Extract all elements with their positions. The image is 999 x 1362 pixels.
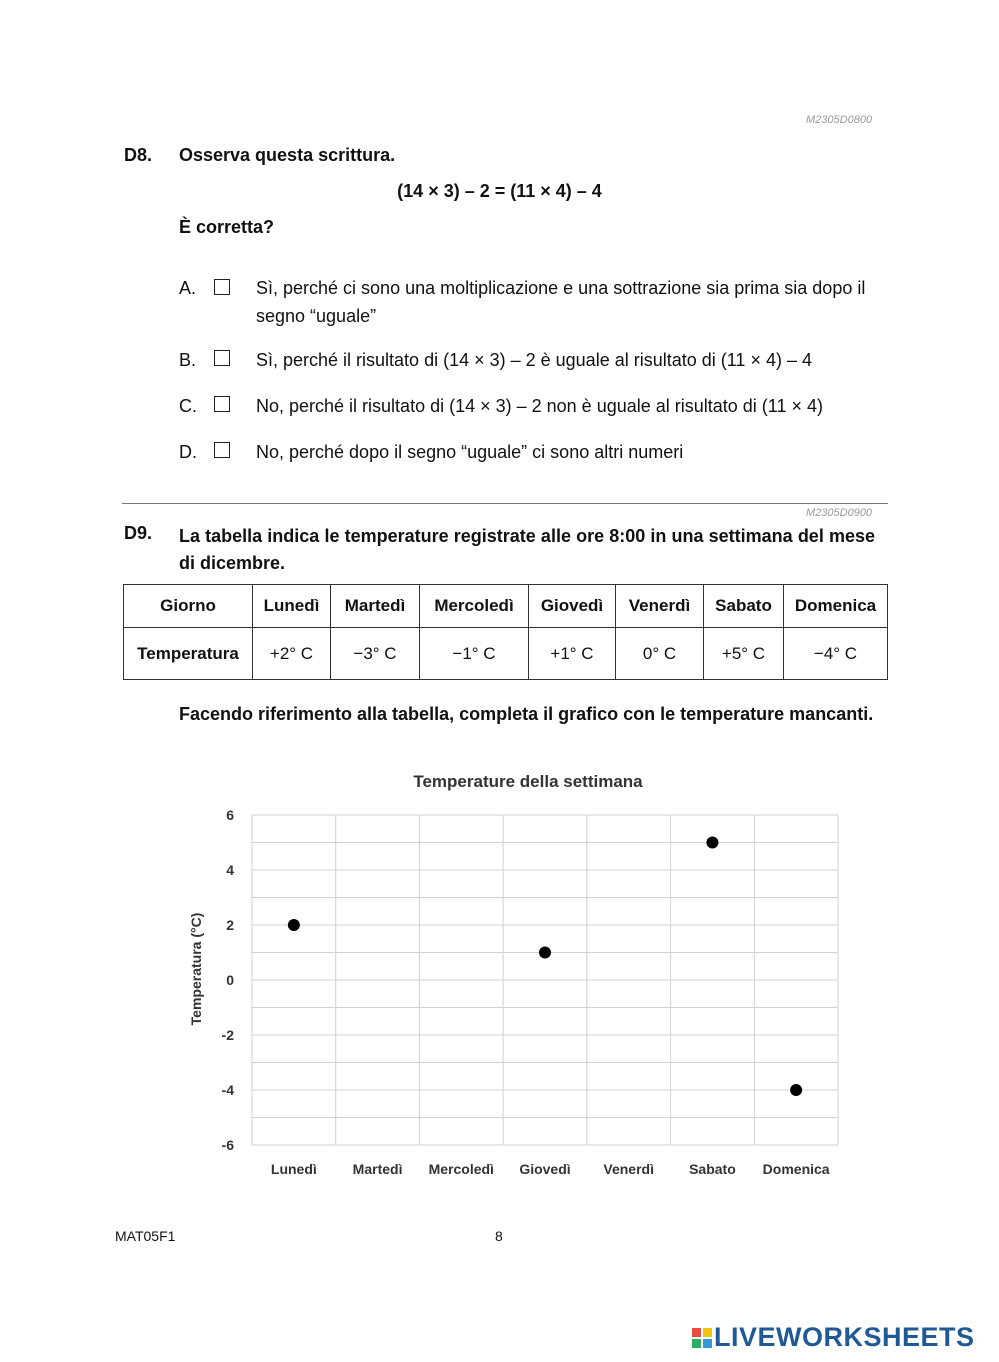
data-point [539, 947, 551, 959]
option-b-text: Sì, perché il risultato di (14 × 3) – 2 è uguale al risultato di (11 × 4) – 4 [256, 350, 812, 370]
option-a-text: Sì, perché ci sono una moltiplicazione e una sottrazione sia prima sia dopo il segno “uguale” [256, 278, 866, 326]
chart-title: Temperature della settimana [413, 772, 643, 791]
table-day: Venerdì [616, 585, 704, 628]
option-c-text: No, perché il risultato di (14 × 3) – 2 non è uguale al risultato di (11 × 4) [256, 396, 823, 416]
data-point [706, 837, 718, 849]
temperature-chart [0, 760, 999, 1200]
x-tick-label: Martedì [352, 1161, 403, 1177]
table-temp: −1° C [420, 628, 529, 680]
table-row-label: Temperatura [124, 628, 253, 680]
option-d-checkbox[interactable] [214, 442, 230, 458]
y-tick-label: 0 [226, 972, 234, 988]
y-tick-label: -4 [221, 1082, 234, 1098]
section-divider [122, 503, 888, 504]
d8-question-code: M2305D0800 [806, 114, 873, 126]
table-temp: +5° C [704, 628, 784, 680]
table-day: Mercoledì [420, 585, 529, 628]
option-c-letter: C. [179, 396, 197, 416]
y-tick-label: -6 [221, 1137, 234, 1153]
data-point [790, 1084, 802, 1096]
temperature-table [123, 584, 888, 680]
table-temp: +2° C [253, 628, 331, 680]
option-a-checkbox[interactable] [214, 279, 230, 295]
table-temp: 0° C [616, 628, 704, 680]
x-tick-label: Lunedì [270, 1161, 317, 1177]
table-header-row [124, 585, 888, 628]
x-tick-label: Giovedì [519, 1161, 571, 1177]
option-d-letter: D. [179, 442, 197, 462]
d8-question: È corretta? [179, 217, 275, 237]
d8-question-number: D8. [124, 145, 153, 165]
table-day: Sabato [704, 585, 784, 628]
table-day: Lunedì [253, 585, 331, 628]
table-header-label: Giorno [124, 585, 253, 628]
d8-prompt: Osserva questa scrittura. [179, 145, 396, 165]
chart-ylabel: Temperatura (°C) [188, 912, 204, 1026]
liveworksheets-logo-icon [692, 1328, 712, 1348]
chart-y-ticks [222, 807, 235, 1153]
d8-expression: (14 × 3) – 2 = (11 × 4) – 4 [397, 181, 602, 201]
table-day: Martedì [331, 585, 420, 628]
table-day: Giovedì [529, 585, 616, 628]
d9-question-number: D9. [124, 523, 153, 543]
table-day: Domenica [784, 585, 888, 628]
y-tick-label: 4 [226, 862, 234, 878]
footer-code: MAT05F1 [115, 1228, 176, 1244]
y-tick-label: -2 [221, 1027, 234, 1043]
d9-question-code: M2305D0900 [806, 507, 873, 519]
x-tick-label: Mercoledì [428, 1161, 494, 1177]
option-c-checkbox[interactable] [214, 396, 230, 412]
y-tick-label: 6 [226, 807, 234, 823]
option-b-letter: B. [179, 350, 197, 370]
chart-points [288, 837, 802, 1097]
y-tick-label: 2 [226, 917, 234, 933]
page-number: 8 [495, 1228, 503, 1244]
x-tick-label: Domenica [762, 1161, 830, 1177]
d9-instruction: Facendo riferimento alla tabella, completa il grafico con le temperature mancanti. [179, 704, 874, 724]
data-point [288, 919, 300, 931]
option-a-letter: A. [179, 278, 197, 298]
d9-prompt: La tabella indica le temperature registrate alle ore 8:00 in una settimana del mese di dicembre. [179, 526, 875, 573]
table-temp: −4° C [784, 628, 888, 680]
x-tick-label: Venerdì [603, 1161, 655, 1177]
liveworksheets-brand: LIVEWORKSHEETS [714, 1322, 975, 1352]
chart-x-ticks [271, 1161, 830, 1177]
table-temp: +1° C [529, 628, 616, 680]
option-d-text: No, perché dopo il segno “uguale” ci sono altri numeri [256, 442, 684, 462]
table-temperature-row [124, 628, 888, 680]
option-b-checkbox[interactable] [214, 350, 230, 366]
x-tick-label: Sabato [689, 1161, 736, 1177]
liveworksheets-logo[interactable] [692, 1322, 975, 1353]
table-temp: −3° C [331, 628, 420, 680]
chart-grid [252, 815, 838, 1145]
